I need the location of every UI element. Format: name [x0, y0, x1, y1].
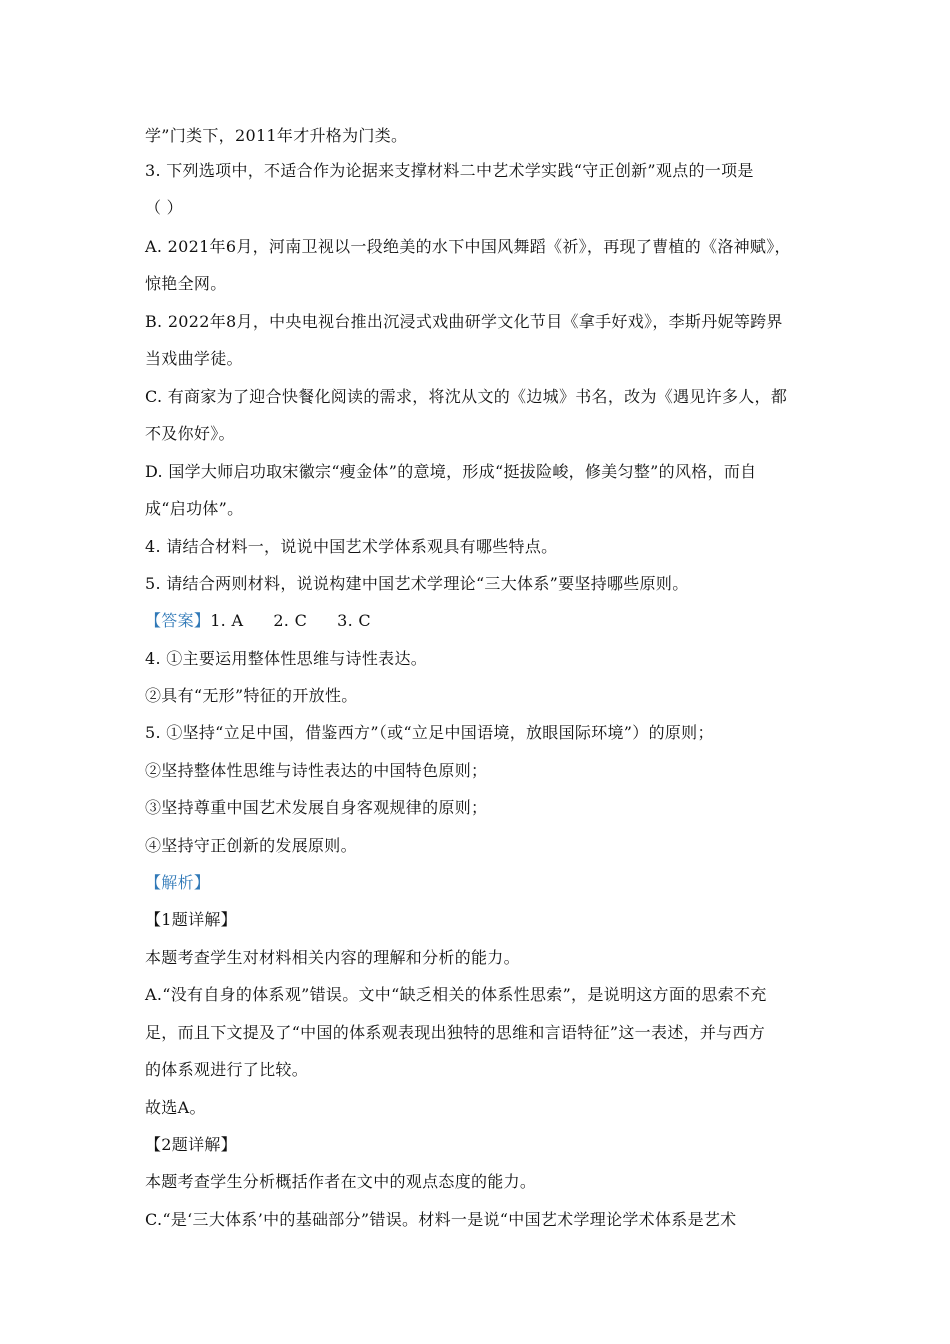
answer-5-2: ②坚持整体性思维与诗性表达的中国特色原则； — [145, 761, 488, 780]
option-c-cont: 不及你好》。 — [145, 424, 235, 443]
detail-2-text: 本题考查学生分析概括作者在文中的观点态度的能力。 — [145, 1172, 537, 1191]
answer-5-4: ④坚持守正创新的发展原则。 — [145, 836, 357, 855]
detail-2-c: C.“是‘三大体系’中的基础部分”错误。材料一是说“中国艺术学理论学术体系是艺术 — [145, 1210, 737, 1229]
detail-1-a-cont2: 的体系观进行了比较。 — [145, 1060, 309, 1079]
analysis-tag: 【解析】 — [145, 873, 211, 892]
answer-4-2: ②具有“无形”特征的开放性。 — [145, 686, 358, 705]
detail-2-heading: 【2题详解】 — [145, 1135, 237, 1154]
answer-blank: （ ） — [145, 198, 183, 217]
answer-tag: 【答案】 — [145, 611, 211, 630]
option-d: D. 国学大师启功取宋徽宗“瘦金体”的意境，形成“挺拔险峻，修美匀整”的风格，而自 — [145, 462, 757, 481]
answer-1: 1. A — [210, 611, 244, 630]
option-a: A. 2021年6月，河南卫视以一段绝美的水下中国风舞蹈《祈》，再现了曹植的《洛神赋》， — [145, 237, 791, 256]
detail-1-heading: 【1题详解】 — [145, 910, 237, 929]
answer-2: 2. C — [273, 611, 308, 630]
option-b: B. 2022年8月，中央电视台推出沉浸式戏曲研学文化节目《拿手好戏》，李斯丹妮等跨界 — [145, 312, 783, 331]
detail-1-choice: 故选A。 — [145, 1098, 206, 1117]
option-d-cont: 成“启功体”。 — [145, 499, 244, 518]
option-b-cont: 当戏曲学徒。 — [145, 349, 243, 368]
answer-5-1: 5. ①坚持“立足中国，借鉴西方”（或“立足中国语境，放眼国际环境”）的原则； — [145, 723, 714, 742]
option-c: C. 有商家为了迎合快餐化阅读的需求，将沈从文的《边城》书名，改为《遇见许多人，都 — [145, 387, 788, 406]
question-4: 4. 请结合材料一，说说中国艺术学体系观具有哪些特点。 — [145, 537, 558, 556]
question-5: 5. 请结合两则材料，说说构建中国艺术学理论“三大体系”要坚持哪些原则。 — [145, 574, 689, 593]
text-line: 学”门类下，2011年才升格为门类。 — [145, 126, 408, 145]
answer-4-1: 4. ①主要运用整体性思维与诗性表达。 — [145, 649, 428, 668]
option-a-cont: 惊艳全网。 — [145, 274, 227, 293]
answer-3: 3. C — [337, 611, 371, 630]
detail-1-a: A.“没有自身的体系观”错误。文中“缺乏相关的体系性思索”，是说明这方面的思索不充 — [145, 985, 767, 1004]
answer-5-3: ③坚持尊重中国艺术发展自身客观规律的原则； — [145, 798, 488, 817]
answer-line — [145, 610, 810, 632]
detail-1-text: 本题考查学生对材料相关内容的理解和分析的能力。 — [145, 948, 520, 967]
question-3: 3. 下列选项中，不适合作为论据来支撑材料二中艺术学实践“守正创新”观点的一项是 — [145, 161, 754, 180]
detail-1-a-cont: 足，而且下文提及了“中国的体系观表现出独特的思维和言语特征”这一表述，并与西方 — [145, 1023, 766, 1042]
